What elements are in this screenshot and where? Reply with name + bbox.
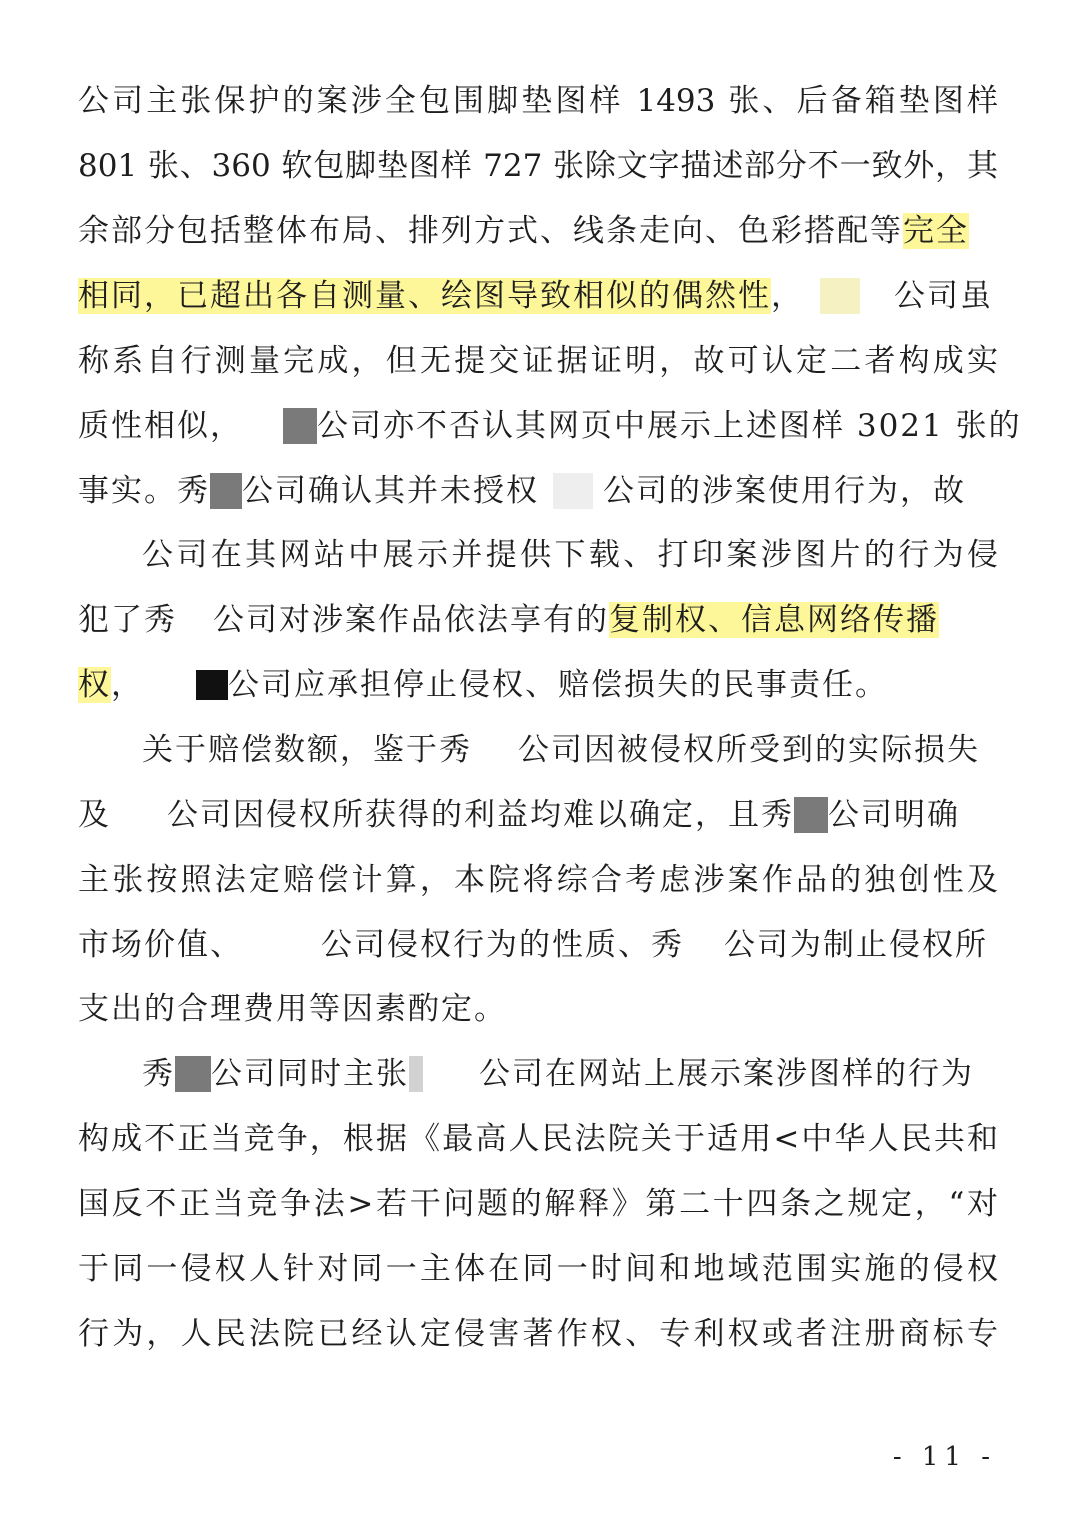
- text-line: [78, 466, 998, 516]
- redaction-box: [175, 1056, 211, 1092]
- text-segment: ，: [771, 278, 804, 314]
- text-segment: 公司为制止侵权所: [724, 927, 988, 963]
- text-segment: 行为，人民法院已经认定侵害著作权、专利权或者注册商标专: [78, 1316, 998, 1352]
- text-line: [142, 1049, 998, 1099]
- redaction-box: [210, 473, 242, 509]
- text-line: [78, 141, 998, 191]
- text-segment: 公司主张保护的案涉全包围脚垫图样 1493 张、后备箱垫图样: [78, 83, 998, 119]
- highlighted-text: 复制权、信息网络传播: [609, 602, 939, 638]
- text-segment: 公司因侵权所获得的利益均难以确定，且秀: [167, 797, 794, 833]
- redaction-box: [196, 670, 228, 700]
- text-line: [78, 1309, 998, 1359]
- text-line: [78, 984, 998, 1034]
- text-line: [78, 271, 998, 321]
- text-segment: 公司虽: [894, 278, 993, 314]
- text-segment: 称系自行测量完成，但无提交证据证明，故可认定二者构成实: [78, 343, 998, 379]
- text-segment: ，: [111, 667, 144, 703]
- text-line: [78, 1244, 998, 1294]
- text-segment: 801 张、360 软包脚垫图样 727 张除文字描述部分不一致外，其: [78, 148, 998, 184]
- redaction-box: [283, 408, 317, 444]
- text-segment: 公司同时主张: [211, 1056, 409, 1092]
- page-number: - 11 -: [892, 1442, 996, 1472]
- redaction-box: [794, 797, 828, 833]
- text-line: [78, 920, 998, 970]
- text-line: [78, 1114, 998, 1164]
- text-segment: 国反不正当竞争法>若干问题的解释》第二十四条之规定，“对: [78, 1186, 998, 1222]
- text-segment: 主张按照法定赔偿计算，本院将综合考虑涉案作品的独创性及: [78, 862, 998, 898]
- text-segment: 于同一侵权人针对同一主体在同一时间和地域范围实施的侵权: [78, 1251, 998, 1287]
- text-line: [78, 76, 998, 126]
- text-segment: 构成不正当竞争，根据《最高人民法院关于适用<中华人民共和: [78, 1121, 998, 1157]
- redaction-box: [820, 278, 860, 314]
- text-line: [78, 660, 998, 710]
- redaction-box: [409, 1056, 423, 1092]
- text-segment: 支出的合理费用等因素酌定。: [78, 991, 507, 1027]
- text-segment: 及: [78, 797, 111, 833]
- text-segment: 公司确认其并未授权: [242, 473, 539, 509]
- text-segment: 市场价值、: [78, 927, 243, 963]
- text-segment: 事实。秀: [78, 473, 210, 509]
- text-line: [78, 1179, 998, 1229]
- text-segment: 公司在其网站中展示并提供下载、打印案涉图片的行为侵: [142, 537, 998, 573]
- text-segment: 秀: [142, 1056, 175, 1092]
- text-segment: 关于赔偿数额，鉴于秀: [142, 732, 472, 768]
- text-line: [142, 725, 998, 775]
- text-segment: 犯了秀: [78, 602, 177, 638]
- text-segment: 公司明确: [828, 797, 960, 833]
- text-segment: 公司应承担停止侵权、赔偿损失的民事责任。: [228, 667, 888, 703]
- text-line: [78, 401, 1022, 451]
- text-segment: 质性相似，: [78, 408, 243, 444]
- text-line: [78, 855, 998, 905]
- text-line: [142, 530, 998, 580]
- text-segment: 公司亦不否认其网页中展示上述图样 3021 张的: [317, 408, 1022, 444]
- text-segment: 公司侵权行为的性质、秀: [321, 927, 684, 963]
- text-segment: 公司的涉案使用行为，故: [603, 473, 966, 509]
- text-segment: 公司在网站上展示案涉图样的行为: [479, 1056, 974, 1092]
- text-segment: 公司因被侵权所受到的实际损失: [518, 732, 980, 768]
- text-segment: 公司对涉案作品依法享有的: [213, 602, 609, 638]
- redaction-box: [553, 473, 593, 509]
- text-segment: 余部分包括整体布局、排列方式、线条走向、色彩搭配等: [78, 213, 903, 249]
- highlighted-text: 已超出各自测量、绘图导致相似的偶然性: [177, 278, 771, 314]
- text-line: [78, 336, 998, 386]
- highlighted-text: 权: [78, 667, 111, 703]
- text-line: [78, 595, 998, 645]
- text-line: [78, 206, 998, 256]
- highlighted-text: 相同，: [78, 278, 177, 314]
- text-line: [78, 790, 998, 840]
- highlighted-text: 完全: [903, 213, 969, 249]
